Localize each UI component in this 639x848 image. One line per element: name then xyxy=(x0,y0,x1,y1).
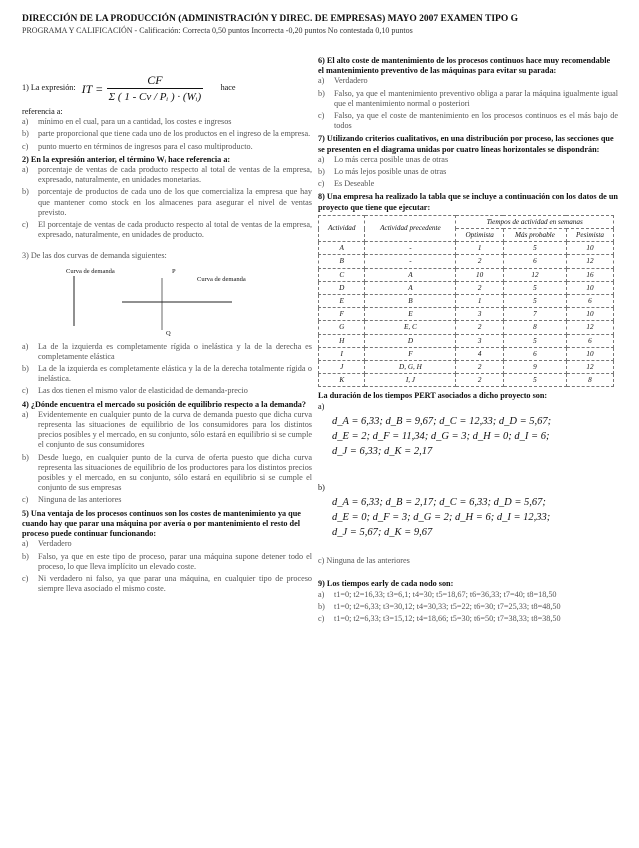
right-column xyxy=(318,56,618,627)
quantity-axis-label: Q xyxy=(166,329,171,337)
table-cell: 10 xyxy=(456,268,504,281)
table-cell: 12 xyxy=(566,255,613,268)
question-8 xyxy=(318,192,618,566)
table-cell: 8 xyxy=(503,321,566,334)
table-cell: E xyxy=(319,295,365,308)
table-row xyxy=(319,374,614,387)
table-cell: - xyxy=(365,255,456,268)
q1-formula-lhs: IT = xyxy=(81,81,104,96)
question-4 xyxy=(22,400,312,506)
table-cell: 5 xyxy=(503,281,566,294)
demand-curves-figure xyxy=(22,266,312,338)
q1-formula-denominator: Σ ( 1 - Cv / Pᵢ ) · (Wᵢ) xyxy=(108,91,202,103)
table-row xyxy=(319,347,614,360)
exam-title: DIRECCIÓN DE LA PRODUCCIÓN (ADMINISTRACIÓN Y DIREC. DE EMPRESAS) MAYO 2007 EXAMEN TIPO G xyxy=(22,14,518,24)
q7-option-a[interactable]: a) Lo más cerca posible unas de otras xyxy=(318,154,449,164)
table-row xyxy=(319,268,614,281)
q4-option-c[interactable]: c) Ninguna de las anteriores xyxy=(22,495,122,505)
pert-table-body xyxy=(319,242,614,387)
table-cell: B xyxy=(365,295,456,308)
table-cell: C xyxy=(319,268,365,281)
question-9 xyxy=(318,579,618,624)
q3-option-a[interactable]: a) La de la izquierda es completamente rígida o inelástica y la de la derecha es completamente elástica xyxy=(22,341,312,361)
table-row xyxy=(319,321,614,334)
q5-option-c[interactable]: c) Ni verdadero ni falso, ya que parar una máquina, en cualquier tipo de proceso siempre lleva asociado el mismo coste. xyxy=(22,573,312,594)
pert-table xyxy=(318,215,614,388)
q4-option-a[interactable]: a) Evidentemente en cualquier punto de la curva de demanda puesto que dicha curva representa las situaciones de equilibrio de los consumidores para los distintos precios posibles y el mercado, en su conjunto, sólo estará en equilibrio si se cumple el conjunto de sus consumidores xyxy=(22,409,312,450)
q9-option-c[interactable]: c) t1=0; t2=6,33; t3=15,12; t4=18,66; t5=30; t6=50; t7=38,33; t8=38,50 xyxy=(318,613,561,623)
th-optimistic: Optimista xyxy=(456,229,504,242)
table-cell: 3 xyxy=(456,334,504,347)
q1-formula-numerator: CF xyxy=(107,72,202,89)
table-cell: 6 xyxy=(503,255,566,268)
question-1 xyxy=(22,70,312,152)
q5-option-a[interactable]: a) Verdadero xyxy=(22,539,72,549)
q1-lead: 1) La expresión: xyxy=(22,83,76,93)
q8-option-b-label[interactable]: b) xyxy=(318,482,325,492)
q3-heading: 3) De las dos curvas de demanda siguientes: xyxy=(22,251,167,261)
q7-heading: 7) Utilizando criterios cualitativos, en una distribución por proceso, las secciones que se presenten en el diagrama unidas por cuatro líneas horizontales se dispondrán: xyxy=(318,134,614,154)
table-cell: 7 xyxy=(503,308,566,321)
table-cell: 8 xyxy=(566,374,613,387)
question-7 xyxy=(318,134,618,189)
table-cell: I xyxy=(319,347,365,360)
q1-formula xyxy=(82,72,203,105)
q8-heading: 8) Una empresa ha realizado la tabla que se incluye a continuación con los datos de un proyecto que tiene que ejecutar: xyxy=(318,192,618,212)
table-cell: 10 xyxy=(566,281,613,294)
table-cell: 3 xyxy=(456,308,504,321)
table-cell: 16 xyxy=(566,268,613,281)
table-cell: J xyxy=(319,361,365,374)
table-cell: G xyxy=(319,321,365,334)
q1-option-b[interactable]: b) parte proporcional que tiene cada uno de los productos en el ingreso de la empresa. xyxy=(22,129,311,139)
table-cell: 10 xyxy=(566,308,613,321)
table-cell: 2 xyxy=(456,281,504,294)
q8-option-a-formulas xyxy=(332,414,618,459)
table-cell: A xyxy=(319,242,365,255)
left-column xyxy=(22,70,312,597)
table-cell: E xyxy=(365,308,456,321)
table-cell: D xyxy=(319,281,365,294)
table-cell: 5 xyxy=(503,334,566,347)
question-6 xyxy=(318,56,618,131)
table-cell: A xyxy=(365,281,456,294)
table-row xyxy=(319,281,614,294)
q9-option-a[interactable]: a) t1=0; t2=16,33; t3=6,1; t4=30; t5=18,67; t6=36,33; t7=40; t8=18,50 xyxy=(318,589,557,599)
table-cell: 1 xyxy=(456,242,504,255)
q8-option-c[interactable]: c) Ninguna de las anteriores xyxy=(318,556,410,566)
q4-option-b[interactable]: b) Desde luego, en cualquier punto de la curva de oferta puesto que dicha curva representa las situaciones de equilibrio de los productores para los distintos precios posibles y el mercado, en su conjunto, sólo estará en equilibrio si se cumple el conjunto de sus empresas xyxy=(22,452,312,493)
question-5 xyxy=(22,509,312,595)
q2-option-c[interactable]: c) El porcentaje de ventas de cada producto respecto al total de ventas de la empresa, expresado, naturalmente, en unidades de producto. xyxy=(22,220,312,240)
q1-option-c[interactable]: c) punto muerto en términos de ingresos para el caso multiproducto. xyxy=(22,141,253,151)
q2-heading: 2) En la expresión anterior, el término Wᵢ hace referencia a: xyxy=(22,154,231,164)
th-activity: Actividad xyxy=(319,215,365,241)
q8-b-line-2: d_E = 0; d_F = 3; d_G = 2; d_H = 6; d_I = 12,33; xyxy=(332,512,551,524)
table-row xyxy=(319,255,614,268)
table-cell: 6 xyxy=(503,347,566,360)
table-cell: K xyxy=(319,374,365,387)
table-cell: 12 xyxy=(566,361,613,374)
table-cell: F xyxy=(365,347,456,360)
table-cell: 12 xyxy=(503,268,566,281)
table-cell: 10 xyxy=(566,242,613,255)
table-row xyxy=(319,361,614,374)
q8-after-text: La duración de los tiempos PERT asociados a dicho proyecto son: xyxy=(318,391,548,401)
table-cell: 5 xyxy=(503,242,566,255)
table-cell: 2 xyxy=(456,255,504,268)
table-cell: 12 xyxy=(566,321,613,334)
q8-a-line-3: d_J = 6,33; d_K = 2,17 xyxy=(332,445,433,457)
table-row xyxy=(319,308,614,321)
q8-b-line-1: d_A = 6,33; d_B = 2,17; d_C = 6,33; d_D = 5,67; xyxy=(332,497,546,509)
table-cell: 1 xyxy=(456,295,504,308)
th-most-probable: Más probable xyxy=(503,229,566,242)
q2-option-b[interactable]: b) porcentaje de productos de cada uno de los que comercializa la empresa que hay que mantener como stock en los almacenes para asegurar el nivel de ventas previsto. xyxy=(22,187,312,217)
table-cell: 4 xyxy=(456,347,504,360)
table-cell: - xyxy=(365,242,456,255)
q3-option-c[interactable]: c) Las dos tienen el mismo valor de elasticidad de demanda-precio xyxy=(22,386,248,396)
left-curve-label: Curva de demanda xyxy=(66,267,115,275)
q6-option-b[interactable]: b) Falso, ya que el mantenimiento preventivo obliga a parar la máquina igualmente igual que el mantenimiento normal o posteriori xyxy=(318,88,618,108)
table-cell: 9 xyxy=(503,361,566,374)
q8-a-line-1: d_A = 6,33; d_B = 9,67; d_C = 12,33; d_D = 5,67; xyxy=(332,415,552,427)
th-times: Tiempos de actividad en semanas xyxy=(456,215,614,228)
table-cell: E, C xyxy=(365,321,456,334)
q9-heading: 9) Los tiempos early de cada nodo son: xyxy=(318,579,454,589)
q7-option-b[interactable]: b) Lo más lejos posible unas de otras xyxy=(318,167,447,177)
q9-option-b[interactable]: b) t1=0; t2=6,33; t3=30,12; t4=30,33; t5=22; t6=30; t7=25,33; t8=48,50 xyxy=(318,601,561,611)
table-row xyxy=(319,295,614,308)
table-cell: 10 xyxy=(566,347,613,360)
table-cell: 5 xyxy=(503,295,566,308)
table-cell: B xyxy=(319,255,365,268)
table-cell: I, J xyxy=(365,374,456,387)
table-cell: A xyxy=(365,268,456,281)
table-cell: F xyxy=(319,308,365,321)
q5-option-b[interactable]: b) Falso, ya que en este tipo de proceso, parar una máquina supone detener todo el proceso, lo que lleva implícito un elevado coste. xyxy=(22,551,312,571)
exam-subtitle: PROGRAMA Y CALIFICACIÓN - Calificación: Correcta 0,50 puntos Incorrecta -0,20 puntos No contestada 0,10 puntos xyxy=(22,26,413,35)
q8-option-a-label[interactable]: a) xyxy=(318,401,325,411)
q6-heading: 6) El alto coste de mantenimiento de los procesos continuos hace muy recomendable el mantenimiento preventivo de las máquinas para evitar su parada: xyxy=(318,56,611,76)
q5-heading: 5) Una ventaja de los procesos continuos son los costes de mantenimiento ya que cuando hay que parar una máquina por avería o por mantenimiento el resto del proceso puede continuar funcionando: xyxy=(22,508,301,539)
table-row xyxy=(319,334,614,347)
th-precedent: Actividad precedente xyxy=(365,215,456,241)
table-cell: 2 xyxy=(456,321,504,334)
q3-option-b[interactable]: b) La de la izquierda es completamente elástica y la de la derecha totalmente rígida o inelástica. xyxy=(22,364,312,384)
table-row xyxy=(319,242,614,255)
table-cell: H xyxy=(319,334,365,347)
price-axis-label: P xyxy=(172,267,176,275)
table-cell: 2 xyxy=(456,374,504,387)
q8-option-b-formulas xyxy=(332,495,618,540)
q6-option-a[interactable]: a) Verdadero xyxy=(318,76,368,86)
table-cell: 2 xyxy=(456,361,504,374)
table-cell: 6 xyxy=(566,295,613,308)
q7-option-c[interactable]: c) Es Deseable xyxy=(318,179,375,189)
table-cell: 6 xyxy=(566,334,613,347)
right-curve-label: Curva de demanda xyxy=(197,275,246,283)
table-cell: D xyxy=(365,334,456,347)
question-2 xyxy=(22,155,312,241)
q6-option-c[interactable]: c) Falso, ya que el coste de mantenimiento en los procesos continuos es el más bajo de todos xyxy=(318,111,618,131)
q1-tail: hace xyxy=(220,83,236,93)
q8-b-line-3: d_J = 5,67; d_K = 9,67 xyxy=(332,527,433,539)
table-cell: D, G, H xyxy=(365,361,456,374)
q2-option-a[interactable]: a) porcentaje de ventas de cada producto respecto al total de ventas de la empresa, expresado, naturalmente, en unidades monetarias. xyxy=(22,165,312,185)
th-pessimistic: Pesimista xyxy=(566,229,613,242)
q4-heading: 4) ¿Dónde encuentra el mercado su posición de equilibrio respecto a la demanda? xyxy=(22,399,306,409)
q8-a-line-2: d_E = 2; d_F = 11,34; d_G = 3; d_H = 0; d_I = 6; xyxy=(332,430,550,442)
q1-option-a[interactable]: a) mínimo en el cual, para un a cantidad, los costes e ingresos xyxy=(22,117,232,127)
question-3 xyxy=(22,251,312,396)
table-cell: 5 xyxy=(503,374,566,387)
q1-continuation: referencia a: xyxy=(22,107,63,116)
